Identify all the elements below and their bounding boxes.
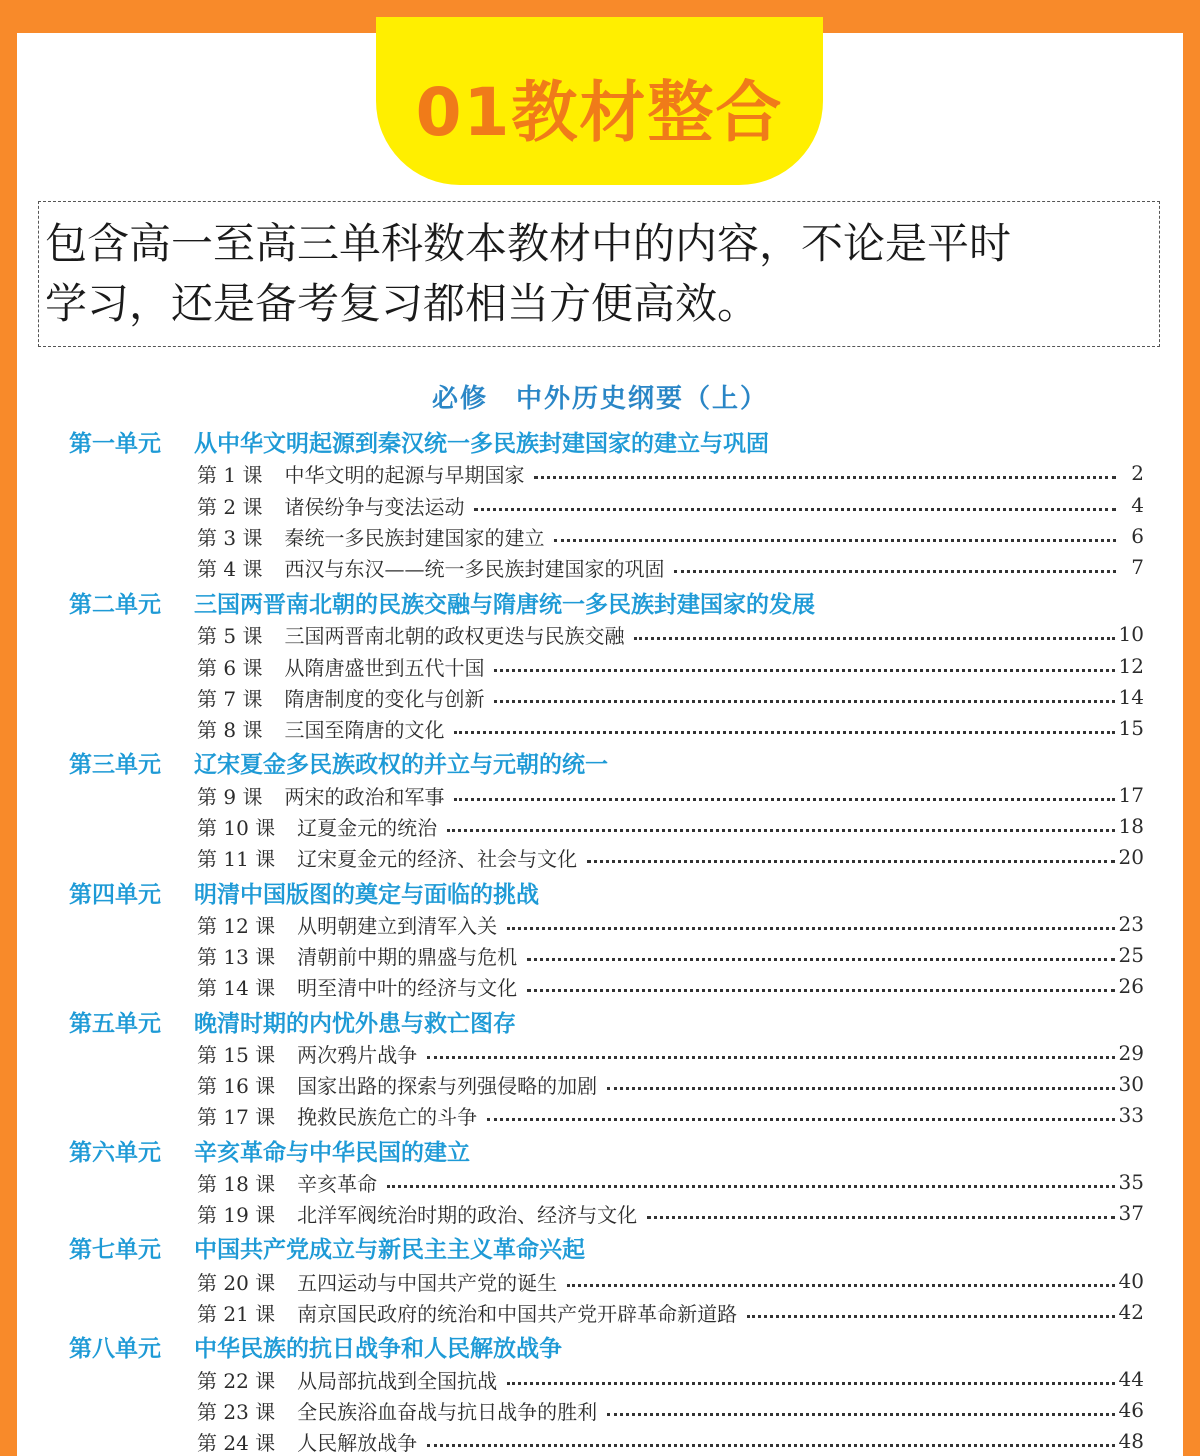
lesson-title: 从局部抗战到全国抗战 [297, 1368, 498, 1393]
lesson-number: 第 18 课 [197, 1171, 276, 1196]
dot-leader [454, 731, 1114, 734]
page-number: 40 [1118, 1269, 1144, 1293]
lesson-title: 辽夏金元的统治 [297, 815, 438, 840]
lesson-row[interactable] [197, 1297, 1144, 1327]
lesson-title: 五四运动与中国共产党的诞生 [297, 1270, 558, 1295]
lesson-number: 第 3 课 [197, 525, 263, 550]
lesson-row[interactable] [197, 1038, 1144, 1068]
dot-leader [634, 637, 1114, 640]
page-number: 15 [1118, 716, 1144, 740]
lesson-row[interactable] [197, 940, 1144, 970]
lesson-title: 秦统一多民族封建国家的建立 [284, 525, 545, 550]
unit-title: 辽宋夏金多民族政权的并立与元朝的统一 [194, 752, 608, 778]
unit-title: 三国两晋南北朝的民族交融与隋唐统一多民族封建国家的发展 [194, 592, 815, 618]
lesson-row[interactable] [197, 811, 1144, 841]
dot-leader [607, 1087, 1114, 1090]
unit-title: 明清中国版图的奠定与面临的挑战 [194, 882, 539, 908]
unit-heading [69, 425, 769, 457]
lesson-title: 西汉与东汉——统一多民族封建国家的巩固 [284, 556, 665, 581]
lesson-title: 两次鸦片战争 [297, 1042, 418, 1067]
page-number: 7 [1131, 555, 1144, 579]
lesson-number: 第 17 课 [197, 1104, 276, 1129]
page-number: 29 [1118, 1041, 1144, 1065]
unit-title: 辛亥革命与中华民国的建立 [194, 1140, 470, 1166]
dot-leader [747, 1315, 1114, 1318]
page-number: 4 [1131, 493, 1144, 517]
lesson-number: 第 13 课 [197, 944, 276, 969]
unit-heading [69, 586, 815, 618]
unit-label: 第一单元 [69, 431, 161, 457]
page-number: 23 [1118, 912, 1144, 936]
unit-heading [69, 1005, 516, 1037]
unit-label: 第五单元 [69, 1011, 161, 1037]
page-number: 30 [1118, 1072, 1144, 1096]
unit-title: 从中华文明起源到秦汉统一多民族封建国家的建立与巩固 [194, 431, 769, 457]
lesson-number: 第 9 课 [197, 784, 263, 809]
page-number: 18 [1118, 814, 1144, 838]
unit-label: 第三单元 [69, 752, 161, 778]
dot-leader [507, 1382, 1114, 1385]
dot-leader [494, 700, 1114, 703]
page-number: 35 [1118, 1170, 1144, 1194]
lesson-row[interactable] [197, 651, 1144, 681]
lesson-number: 第 19 课 [197, 1202, 276, 1227]
dot-leader [474, 508, 1116, 511]
dot-leader [387, 1185, 1114, 1188]
lesson-number: 第 5 课 [197, 623, 263, 648]
lesson-title: 南京国民政府的统治和中国共产党开辟革命新道路 [297, 1301, 738, 1326]
lesson-title: 从隋唐盛世到五代十国 [284, 655, 485, 680]
lesson-title: 三国两晋南北朝的政权更迭与民族交融 [284, 623, 625, 648]
lesson-row[interactable] [197, 842, 1144, 872]
lesson-row[interactable] [197, 713, 1144, 743]
page-number: 25 [1118, 943, 1144, 967]
lesson-number: 第 15 课 [197, 1042, 276, 1067]
page-number: 44 [1118, 1367, 1144, 1391]
lesson-row[interactable] [197, 490, 1144, 520]
dot-leader [454, 798, 1114, 801]
page-number: 26 [1118, 974, 1144, 998]
dot-leader [487, 1118, 1114, 1121]
lesson-title: 诸侯纷争与变法运动 [284, 494, 465, 519]
lesson-title: 北洋军阀统治时期的政治、经济与文化 [297, 1202, 638, 1227]
dot-leader [567, 1284, 1114, 1287]
page-number: 10 [1118, 622, 1144, 646]
dot-leader [607, 1413, 1114, 1416]
lesson-number: 第 8 课 [197, 717, 263, 742]
lesson-row[interactable] [197, 1364, 1144, 1394]
lesson-row[interactable] [197, 1167, 1144, 1197]
page-number: 14 [1118, 685, 1144, 709]
dot-leader [534, 476, 1116, 479]
lesson-number: 第 14 课 [197, 975, 276, 1000]
toc-title: 必修 中外历史纲要（上） [431, 384, 768, 414]
dot-leader [527, 989, 1114, 992]
lesson-number: 第 1 课 [197, 462, 263, 487]
unit-title: 中华民族的抗日战争和人民解放战争 [194, 1336, 562, 1362]
page-number: 17 [1118, 783, 1144, 807]
dot-leader [647, 1216, 1114, 1219]
unit-label: 第四单元 [69, 882, 161, 908]
lesson-number: 第 4 课 [197, 556, 263, 581]
lesson-row[interactable] [197, 971, 1144, 1001]
lesson-number: 第 7 课 [197, 686, 263, 711]
unit-label: 第七单元 [69, 1237, 161, 1263]
lesson-title: 辛亥革命 [297, 1171, 378, 1196]
page-number: 42 [1118, 1300, 1144, 1324]
lesson-row[interactable] [197, 458, 1144, 488]
unit-heading [69, 1134, 470, 1166]
lesson-row[interactable] [197, 780, 1144, 810]
lesson-number: 第 21 课 [197, 1301, 276, 1326]
section-banner [376, 17, 823, 185]
dot-leader [554, 539, 1116, 542]
dot-leader [427, 1444, 1114, 1447]
page-number: 46 [1118, 1398, 1144, 1422]
intro-line-2: 学习，还是备考复习都相当方便高效。 [45, 279, 760, 328]
lesson-row[interactable] [197, 1266, 1144, 1296]
lesson-title: 两宋的政治和军事 [284, 784, 445, 809]
lesson-row[interactable] [197, 1426, 1144, 1456]
lesson-title: 挽救民族危亡的斗争 [297, 1104, 478, 1129]
lesson-title: 辽宋夏金元的经济、社会与文化 [297, 846, 578, 871]
intro-box [38, 201, 1160, 347]
dot-leader [587, 860, 1114, 863]
page-number: 6 [1131, 524, 1144, 548]
lesson-number: 第 23 课 [197, 1399, 276, 1424]
unit-heading [69, 746, 608, 778]
dot-leader [494, 669, 1114, 672]
lesson-title: 清朝前中期的鼎盛与危机 [297, 944, 518, 969]
lesson-title: 国家出路的探索与列强侵略的加剧 [297, 1073, 598, 1098]
lesson-number: 第 10 课 [197, 815, 276, 840]
unit-heading [69, 1330, 562, 1362]
lesson-row[interactable] [197, 1100, 1144, 1130]
lesson-title: 从明朝建立到清军入关 [297, 913, 498, 938]
lesson-title: 隋唐制度的变化与创新 [284, 686, 485, 711]
lesson-row[interactable] [197, 909, 1144, 939]
lesson-title: 人民解放战争 [297, 1430, 418, 1455]
lesson-title: 中华文明的起源与早期国家 [284, 462, 525, 487]
banner-title: 01教材整合 [415, 73, 784, 151]
dot-leader [427, 1056, 1114, 1059]
dot-leader [507, 927, 1114, 930]
dot-leader [674, 570, 1116, 573]
lesson-row[interactable] [197, 1198, 1144, 1228]
unit-label: 第二单元 [69, 592, 161, 618]
page-number: 48 [1118, 1429, 1144, 1453]
dot-leader [527, 958, 1114, 961]
unit-title: 晚清时期的内忧外患与救亡图存 [194, 1011, 516, 1037]
lesson-number: 第 12 课 [197, 913, 276, 938]
unit-heading [69, 876, 539, 908]
page-number: 33 [1118, 1103, 1144, 1127]
lesson-number: 第 24 课 [197, 1430, 276, 1455]
lesson-title: 全民族浴血奋战与抗日战争的胜利 [297, 1399, 598, 1424]
lesson-row[interactable] [197, 682, 1144, 712]
unit-label: 第八单元 [69, 1336, 161, 1362]
lesson-title: 明至清中叶的经济与文化 [297, 975, 518, 1000]
lesson-row[interactable] [197, 521, 1144, 551]
page-number: 2 [1131, 461, 1144, 485]
lesson-number: 第 20 课 [197, 1270, 276, 1295]
lesson-row[interactable] [197, 1395, 1144, 1425]
intro-line-1: 包含高一至高三单科数本教材中的内容，不论是平时 [45, 219, 1012, 268]
lesson-number: 第 16 课 [197, 1073, 276, 1098]
lesson-number: 第 11 课 [197, 846, 276, 871]
lesson-number: 第 22 课 [197, 1368, 276, 1393]
lesson-row[interactable] [197, 552, 1144, 582]
page-number: 12 [1118, 654, 1144, 678]
lesson-row[interactable] [197, 1069, 1144, 1099]
lesson-title: 三国至隋唐的文化 [284, 717, 445, 742]
lesson-row[interactable] [197, 619, 1144, 649]
unit-heading [69, 1231, 585, 1263]
lesson-number: 第 2 课 [197, 494, 263, 519]
unit-label: 第六单元 [69, 1140, 161, 1166]
page-number: 20 [1118, 845, 1144, 869]
lesson-number: 第 6 课 [197, 655, 263, 680]
unit-title: 中国共产党成立与新民主主义革命兴起 [194, 1237, 585, 1263]
page-number: 37 [1118, 1201, 1144, 1225]
dot-leader [447, 829, 1114, 832]
